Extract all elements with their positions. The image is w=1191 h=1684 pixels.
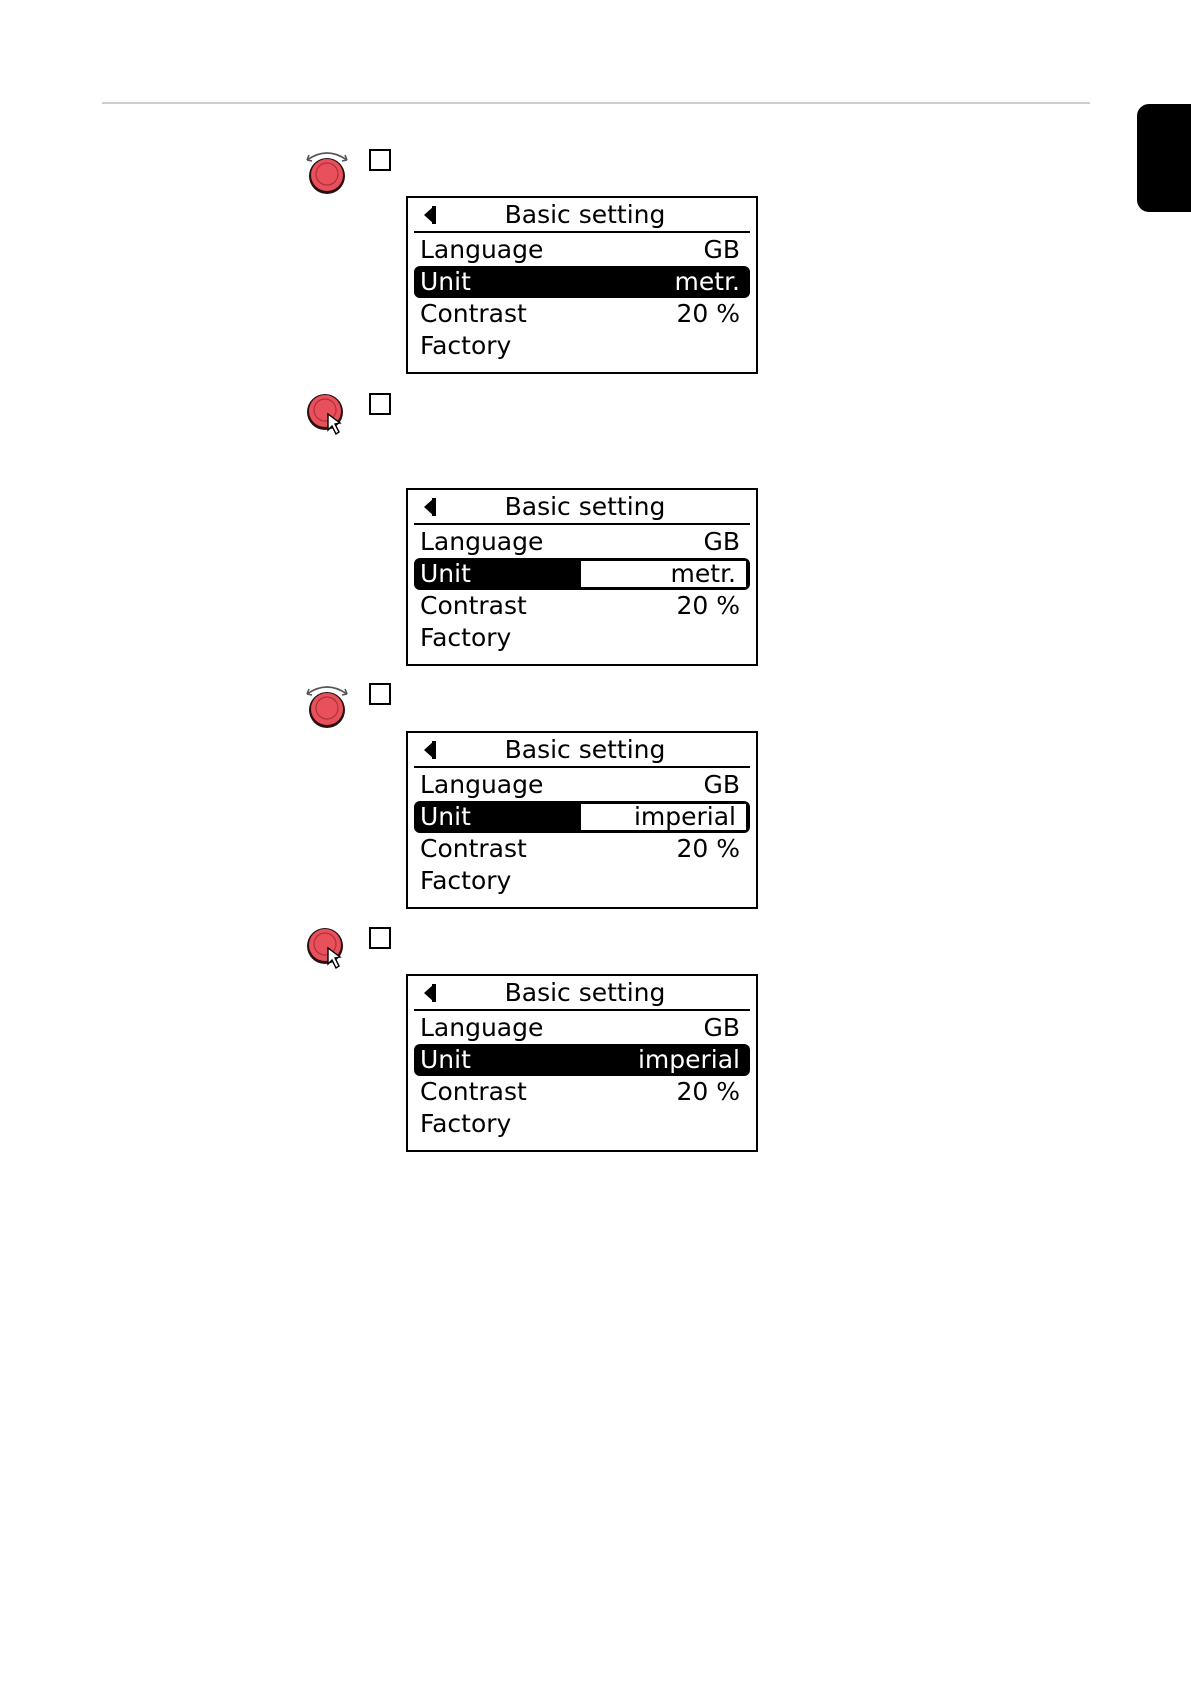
step-checkbox[interactable] [369,149,391,171]
edit-value-box[interactable] [581,804,746,830]
row-label: Factory [420,623,512,652]
menu-row-language[interactable] [414,769,750,801]
menu-row-factory[interactable] [414,865,750,897]
row-label: Factory [420,331,512,360]
row-label: Language [420,527,544,556]
row-label: Unit [420,559,471,588]
lcd-title: Basic setting [504,200,666,229]
lcd-header [414,198,750,233]
menu-row-language[interactable] [414,526,750,558]
press-dial-icon [302,924,352,974]
menu-row-unit[interactable] [414,801,750,833]
menu-row-contrast[interactable] [414,590,750,622]
row-label: Language [420,235,544,264]
row-label: Language [420,1013,544,1042]
row-value: GB [703,770,740,799]
step-checkbox[interactable] [369,927,391,949]
row-value: 20 % [676,591,740,620]
row-label: Unit [420,802,471,831]
row-value: metr. [670,559,736,588]
turn-dial-icon [302,680,352,730]
row-label: Contrast [420,1077,527,1106]
lcd-title: Basic setting [504,978,666,1007]
lcd-screen [406,731,758,909]
lcd-header [414,490,750,525]
row-label: Contrast [420,299,527,328]
chapter-tab [1137,104,1191,212]
menu-row-contrast[interactable] [414,833,750,865]
lcd-screen [406,196,758,374]
row-value: imperial [637,1045,740,1074]
row-label: Unit [420,1045,471,1074]
row-label: Language [420,770,544,799]
lcd-title: Basic setting [504,492,666,521]
row-label: Factory [420,866,512,895]
row-label: Contrast [420,834,527,863]
row-value: 20 % [676,1077,740,1106]
press-dial-icon [302,390,352,440]
lcd-header [414,976,750,1011]
menu-row-language[interactable] [414,234,750,266]
menu-row-language[interactable] [414,1012,750,1044]
lcd-title: Basic setting [504,735,666,764]
row-value: GB [703,235,740,264]
step-checkbox[interactable] [369,683,391,705]
lcd-screen [406,974,758,1152]
menu-row-unit[interactable] [414,266,750,298]
row-label: Factory [420,1109,512,1138]
row-value: metr. [674,267,740,296]
step-checkbox[interactable] [369,393,391,415]
menu-row-unit[interactable] [414,558,750,590]
row-value: GB [703,1013,740,1042]
header-rule [102,102,1090,104]
menu-row-unit[interactable] [414,1044,750,1076]
menu-row-contrast[interactable] [414,298,750,330]
row-value: GB [703,527,740,556]
turn-dial-icon [302,146,352,196]
row-label: Contrast [420,591,527,620]
edit-value-box[interactable] [581,561,746,587]
lcd-screen [406,488,758,666]
row-value: 20 % [676,299,740,328]
row-label: Unit [420,267,471,296]
lcd-header [414,733,750,768]
menu-row-contrast[interactable] [414,1076,750,1108]
menu-row-factory[interactable] [414,1108,750,1140]
row-value: 20 % [676,834,740,863]
menu-row-factory[interactable] [414,330,750,362]
row-value: imperial [633,802,736,831]
menu-row-factory[interactable] [414,622,750,654]
